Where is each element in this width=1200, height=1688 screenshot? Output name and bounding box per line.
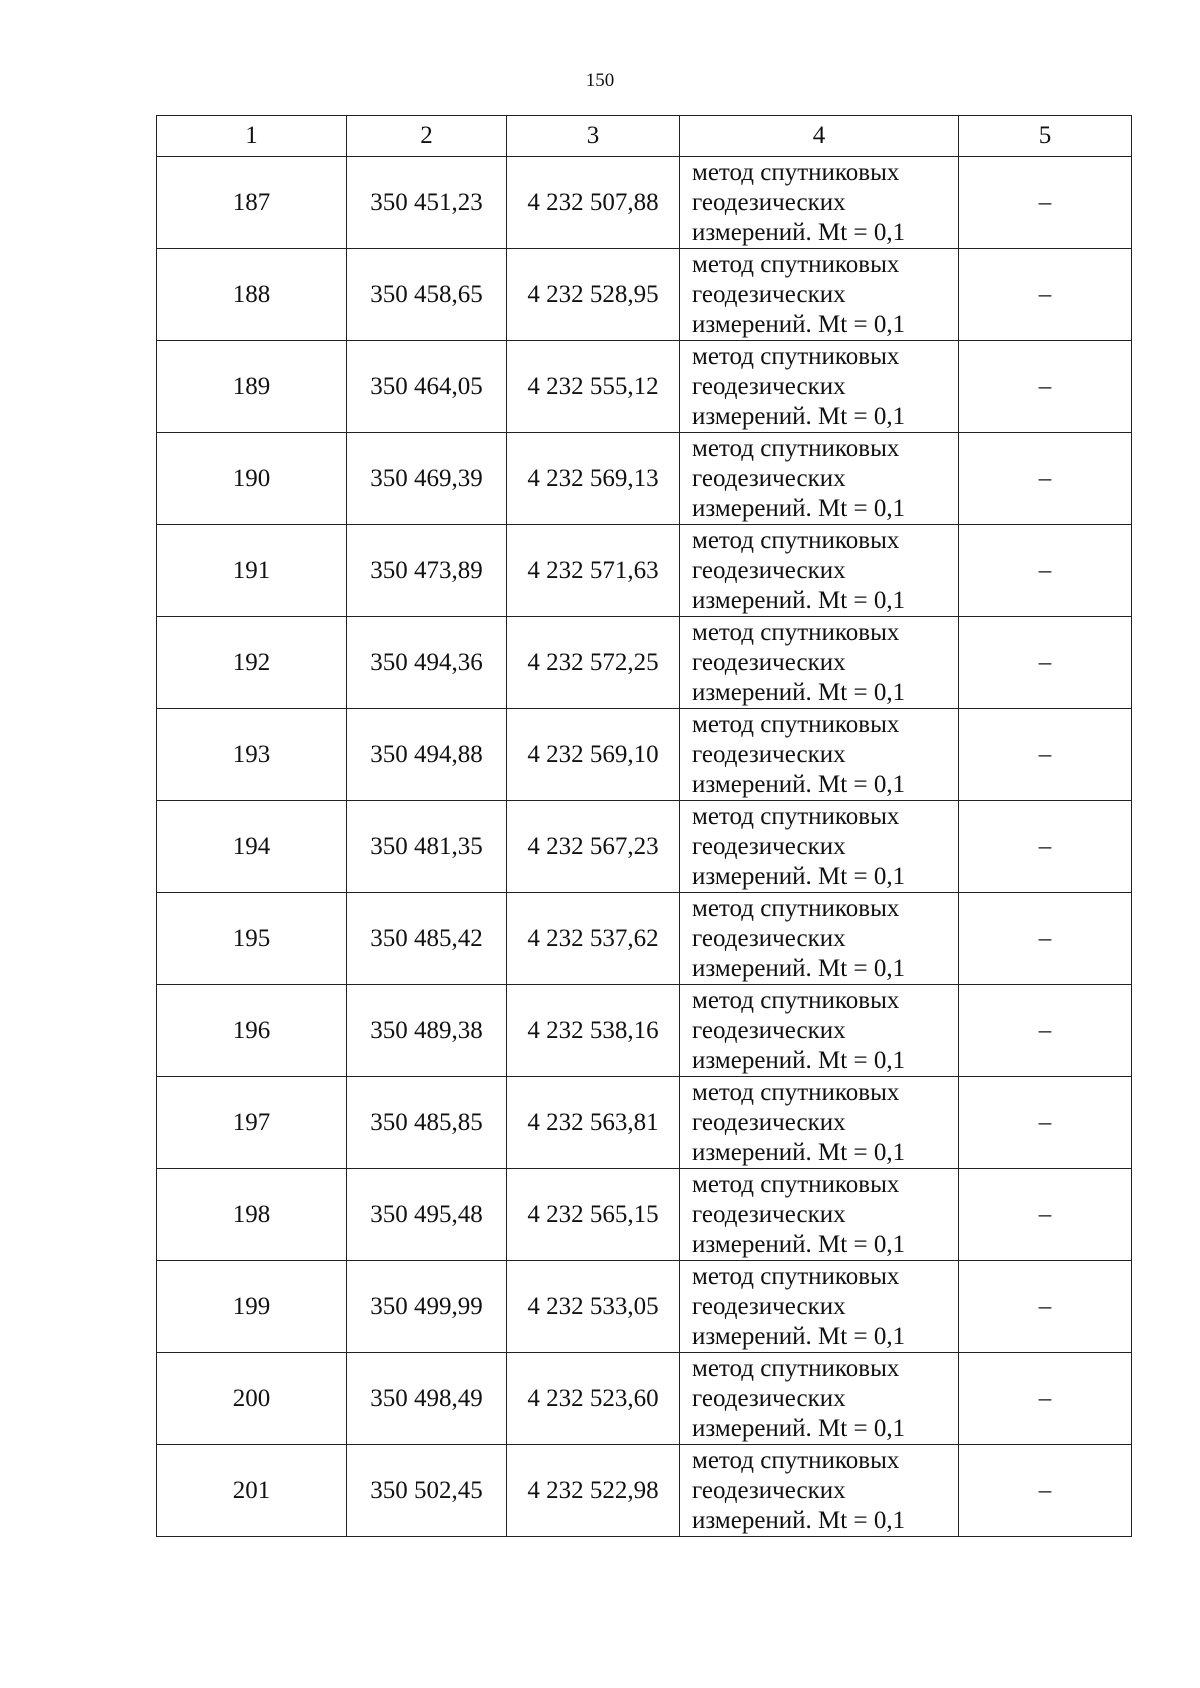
- method-line: геодезических: [692, 556, 846, 584]
- method-line: метод спутниковых: [692, 710, 900, 738]
- x-coordinate-cell: 350 502,45: [347, 1445, 507, 1537]
- table-row: [157, 1077, 1132, 1169]
- table-row: [157, 1261, 1132, 1353]
- column-header: 5: [959, 116, 1132, 157]
- note-cell: –: [959, 709, 1132, 801]
- method-line: измерений. Mt = 0,1: [692, 1046, 906, 1074]
- method-line: геодезических: [692, 1200, 846, 1228]
- point-number-cell: 188: [157, 249, 347, 341]
- table-row: [157, 1445, 1132, 1537]
- point-number-cell: 201: [157, 1445, 347, 1537]
- point-number-cell: 193: [157, 709, 347, 801]
- method-line: измерений. Mt = 0,1: [692, 218, 906, 246]
- y-coordinate-cell: 4 232 565,15: [507, 1169, 680, 1261]
- note-cell: –: [959, 341, 1132, 433]
- method-line: геодезических: [692, 1108, 846, 1136]
- method-cell: [680, 1077, 959, 1169]
- method-line: измерений. Mt = 0,1: [692, 1414, 906, 1442]
- x-coordinate-cell: 350 464,05: [347, 341, 507, 433]
- y-coordinate-cell: 4 232 569,10: [507, 709, 680, 801]
- y-coordinate-cell: 4 232 569,13: [507, 433, 680, 525]
- method-line: измерений. Mt = 0,1: [692, 770, 906, 798]
- method-line: измерений. Mt = 0,1: [692, 310, 906, 338]
- page-number: 150: [585, 70, 615, 91]
- method-line: метод спутниковых: [692, 1170, 900, 1198]
- point-number-cell: 196: [157, 985, 347, 1077]
- header-row: [157, 116, 1132, 157]
- method-line: измерений. Mt = 0,1: [692, 1230, 906, 1258]
- method-cell: [680, 1445, 959, 1537]
- table-row: [157, 1353, 1132, 1445]
- method-cell: [680, 249, 959, 341]
- method-line: измерений. Mt = 0,1: [692, 402, 906, 430]
- note-cell: –: [959, 1261, 1132, 1353]
- x-coordinate-cell: 350 458,65: [347, 249, 507, 341]
- method-cell: [680, 1261, 959, 1353]
- y-coordinate-cell: 4 232 522,98: [507, 1445, 680, 1537]
- x-coordinate-cell: 350 494,36: [347, 617, 507, 709]
- table-row: [157, 157, 1132, 249]
- method-line: метод спутниковых: [692, 802, 900, 830]
- x-coordinate-cell: 350 473,89: [347, 525, 507, 617]
- method-line: измерений. Mt = 0,1: [692, 586, 906, 614]
- note-cell: –: [959, 525, 1132, 617]
- method-line: геодезических: [692, 280, 846, 308]
- table-row: [157, 801, 1132, 893]
- method-line: измерений. Mt = 0,1: [692, 1138, 906, 1166]
- y-coordinate-cell: 4 232 567,23: [507, 801, 680, 893]
- x-coordinate-cell: 350 499,99: [347, 1261, 507, 1353]
- y-coordinate-cell: 4 232 555,12: [507, 341, 680, 433]
- method-line: геодезических: [692, 1292, 846, 1320]
- method-cell: [680, 801, 959, 893]
- note-cell: –: [959, 433, 1132, 525]
- table-row: [157, 341, 1132, 433]
- point-number-cell: 195: [157, 893, 347, 985]
- table-row: [157, 525, 1132, 617]
- method-line: метод спутниковых: [692, 250, 900, 278]
- column-header: 4: [680, 116, 959, 157]
- table-row: [157, 893, 1132, 985]
- x-coordinate-cell: 350 489,38: [347, 985, 507, 1077]
- note-cell: –: [959, 985, 1132, 1077]
- method-line: метод спутниковых: [692, 894, 900, 922]
- method-line: геодезических: [692, 1016, 846, 1044]
- note-cell: –: [959, 1077, 1132, 1169]
- point-number-cell: 200: [157, 1353, 347, 1445]
- method-line: геодезических: [692, 740, 846, 768]
- note-cell: –: [959, 1353, 1132, 1445]
- method-line: измерений. Mt = 0,1: [692, 678, 906, 706]
- x-coordinate-cell: 350 481,35: [347, 801, 507, 893]
- method-line: геодезических: [692, 372, 846, 400]
- x-coordinate-cell: 350 451,23: [347, 157, 507, 249]
- method-cell: [680, 433, 959, 525]
- method-cell: [680, 709, 959, 801]
- column-header: 2: [347, 116, 507, 157]
- column-header: 3: [507, 116, 680, 157]
- method-line: измерений. Mt = 0,1: [692, 1506, 906, 1534]
- method-line: геодезических: [692, 1384, 846, 1412]
- y-coordinate-cell: 4 232 533,05: [507, 1261, 680, 1353]
- note-cell: –: [959, 157, 1132, 249]
- method-cell: [680, 985, 959, 1077]
- table-row: [157, 617, 1132, 709]
- method-line: измерений. Mt = 0,1: [692, 494, 906, 522]
- point-number-cell: 199: [157, 1261, 347, 1353]
- y-coordinate-cell: 4 232 537,62: [507, 893, 680, 985]
- method-line: геодезических: [692, 648, 846, 676]
- note-cell: –: [959, 1445, 1132, 1537]
- point-number-cell: 190: [157, 433, 347, 525]
- note-cell: –: [959, 893, 1132, 985]
- point-number-cell: 198: [157, 1169, 347, 1261]
- method-line: метод спутниковых: [692, 1262, 900, 1290]
- method-line: метод спутниковых: [692, 434, 900, 462]
- note-cell: –: [959, 617, 1132, 709]
- table-row: [157, 1169, 1132, 1261]
- point-number-cell: 194: [157, 801, 347, 893]
- point-number-cell: 191: [157, 525, 347, 617]
- y-coordinate-cell: 4 232 538,16: [507, 985, 680, 1077]
- table-row: [157, 985, 1132, 1077]
- method-line: метод спутниковых: [692, 526, 900, 554]
- method-cell: [680, 525, 959, 617]
- method-cell: [680, 617, 959, 709]
- table-header: [157, 116, 1132, 157]
- x-coordinate-cell: 350 494,88: [347, 709, 507, 801]
- table-row: [157, 249, 1132, 341]
- y-coordinate-cell: 4 232 507,88: [507, 157, 680, 249]
- table-body: [157, 157, 1132, 1537]
- method-cell: [680, 1353, 959, 1445]
- method-line: измерений. Mt = 0,1: [692, 862, 906, 890]
- y-coordinate-cell: 4 232 563,81: [507, 1077, 680, 1169]
- method-cell: [680, 341, 959, 433]
- y-coordinate-cell: 4 232 528,95: [507, 249, 680, 341]
- method-line: измерений. Mt = 0,1: [692, 954, 906, 982]
- method-line: метод спутниковых: [692, 1354, 900, 1382]
- x-coordinate-cell: 350 469,39: [347, 433, 507, 525]
- x-coordinate-cell: 350 485,85: [347, 1077, 507, 1169]
- x-coordinate-cell: 350 495,48: [347, 1169, 507, 1261]
- method-cell: [680, 157, 959, 249]
- point-number-cell: 192: [157, 617, 347, 709]
- point-number-cell: 197: [157, 1077, 347, 1169]
- table-row: [157, 709, 1132, 801]
- method-line: метод спутниковых: [692, 618, 900, 646]
- coordinates-table: [156, 115, 1132, 1537]
- method-line: геодезических: [692, 832, 846, 860]
- method-line: геодезических: [692, 464, 846, 492]
- x-coordinate-cell: 350 485,42: [347, 893, 507, 985]
- y-coordinate-cell: 4 232 572,25: [507, 617, 680, 709]
- x-coordinate-cell: 350 498,49: [347, 1353, 507, 1445]
- table-row: [157, 433, 1132, 525]
- method-line: измерений. Mt = 0,1: [692, 1322, 906, 1350]
- method-cell: [680, 893, 959, 985]
- method-line: метод спутниковых: [692, 1078, 900, 1106]
- method-line: метод спутниковых: [692, 158, 900, 186]
- column-header: 1: [157, 116, 347, 157]
- method-line: метод спутниковых: [692, 342, 900, 370]
- point-number-cell: 189: [157, 341, 347, 433]
- note-cell: –: [959, 801, 1132, 893]
- y-coordinate-cell: 4 232 571,63: [507, 525, 680, 617]
- method-line: геодезических: [692, 188, 846, 216]
- method-line: геодезических: [692, 924, 846, 952]
- method-line: геодезических: [692, 1476, 846, 1504]
- method-cell: [680, 1169, 959, 1261]
- method-line: метод спутниковых: [692, 1446, 900, 1474]
- note-cell: –: [959, 249, 1132, 341]
- method-line: метод спутниковых: [692, 986, 900, 1014]
- y-coordinate-cell: 4 232 523,60: [507, 1353, 680, 1445]
- note-cell: –: [959, 1169, 1132, 1261]
- point-number-cell: 187: [157, 157, 347, 249]
